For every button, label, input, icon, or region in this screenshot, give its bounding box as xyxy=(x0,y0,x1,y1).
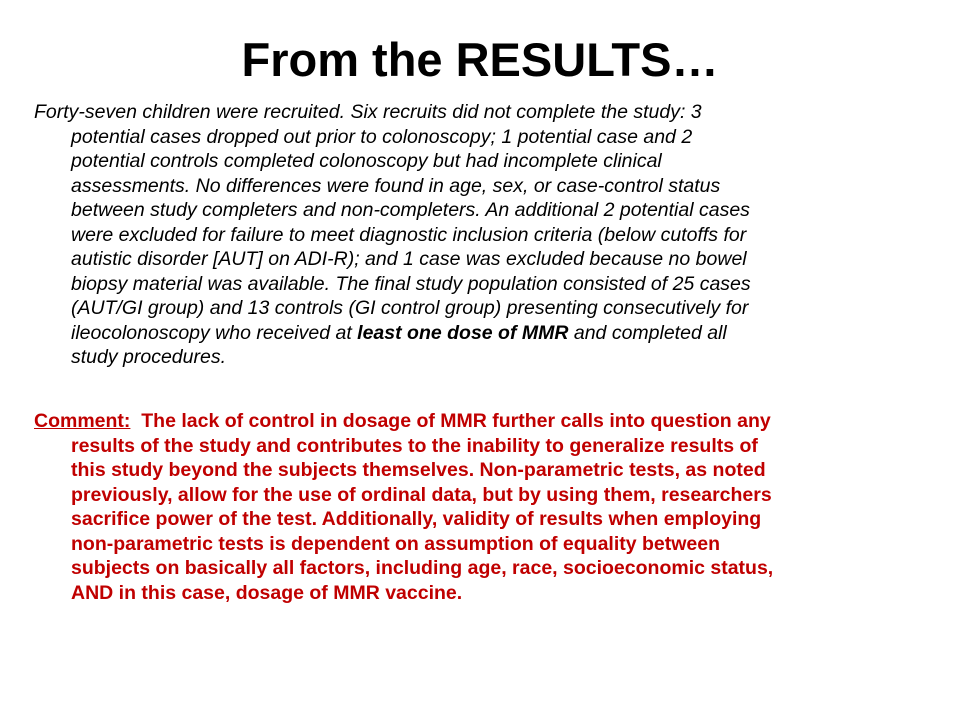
comment-line: previously, allow for the use of ordinal data, but by using them, researchers xyxy=(71,483,772,506)
results-text: and completed all xyxy=(568,321,727,344)
results-line: between study completers and non-completers. An additional 2 potential cases xyxy=(71,199,750,221)
comment-text: The lack of control in dosage of MMR further calls into question any xyxy=(130,410,771,432)
comment-line: AND in this case, dosage of MMR vaccine. xyxy=(71,581,463,604)
results-line: study procedures. xyxy=(71,346,227,368)
comment-line: this study beyond the subjects themselves. Non-parametric tests, as noted xyxy=(71,459,766,481)
comment-line: results of the study and contributes to the inability to generalize results of xyxy=(71,434,758,457)
results-paragraph xyxy=(34,100,934,370)
results-line: biopsy material was available. The final study population consisted of 25 cases xyxy=(71,272,751,295)
results-line: assessments. No differences were found in age, sex, or case-control status xyxy=(71,174,721,197)
slide-title: From the RESULTS… xyxy=(241,33,719,86)
comment-paragraph xyxy=(34,409,934,605)
results-line: (AUT/GI group) and 13 controls (GI control group) presenting consecutively for xyxy=(71,297,749,319)
results-text: ileocolonoscopy who received at xyxy=(71,321,358,344)
comment-line: sacrifice power of the test. Additionally, validity of results when employing xyxy=(71,508,762,530)
mmr-dose-emphasis: least one dose of MMR xyxy=(357,321,569,344)
results-line: potential controls completed colonoscopy but had incomplete clinical xyxy=(71,150,662,172)
results-line: autistic disorder [AUT] on ADI-R); and 1 case was excluded because no bowel xyxy=(71,248,747,270)
comment-label: Comment: xyxy=(34,410,131,432)
results-line: potential cases dropped out prior to colonoscopy; 1 potential case and 2 xyxy=(71,125,693,148)
comment-line: subjects on basically all factors, including age, race, socioeconomic status, xyxy=(71,557,774,579)
results-line: Forty-seven children were recruited. Six recruits did not complete the study: 3 xyxy=(34,101,702,123)
results-line-with-emphasis xyxy=(34,321,934,346)
comment-first-line xyxy=(34,409,934,434)
results-line: were excluded for failure to meet diagnostic inclusion criteria (below cutoffs for xyxy=(71,223,747,246)
comment-line: non-parametric tests is dependent on assumption of equality between xyxy=(71,532,721,555)
